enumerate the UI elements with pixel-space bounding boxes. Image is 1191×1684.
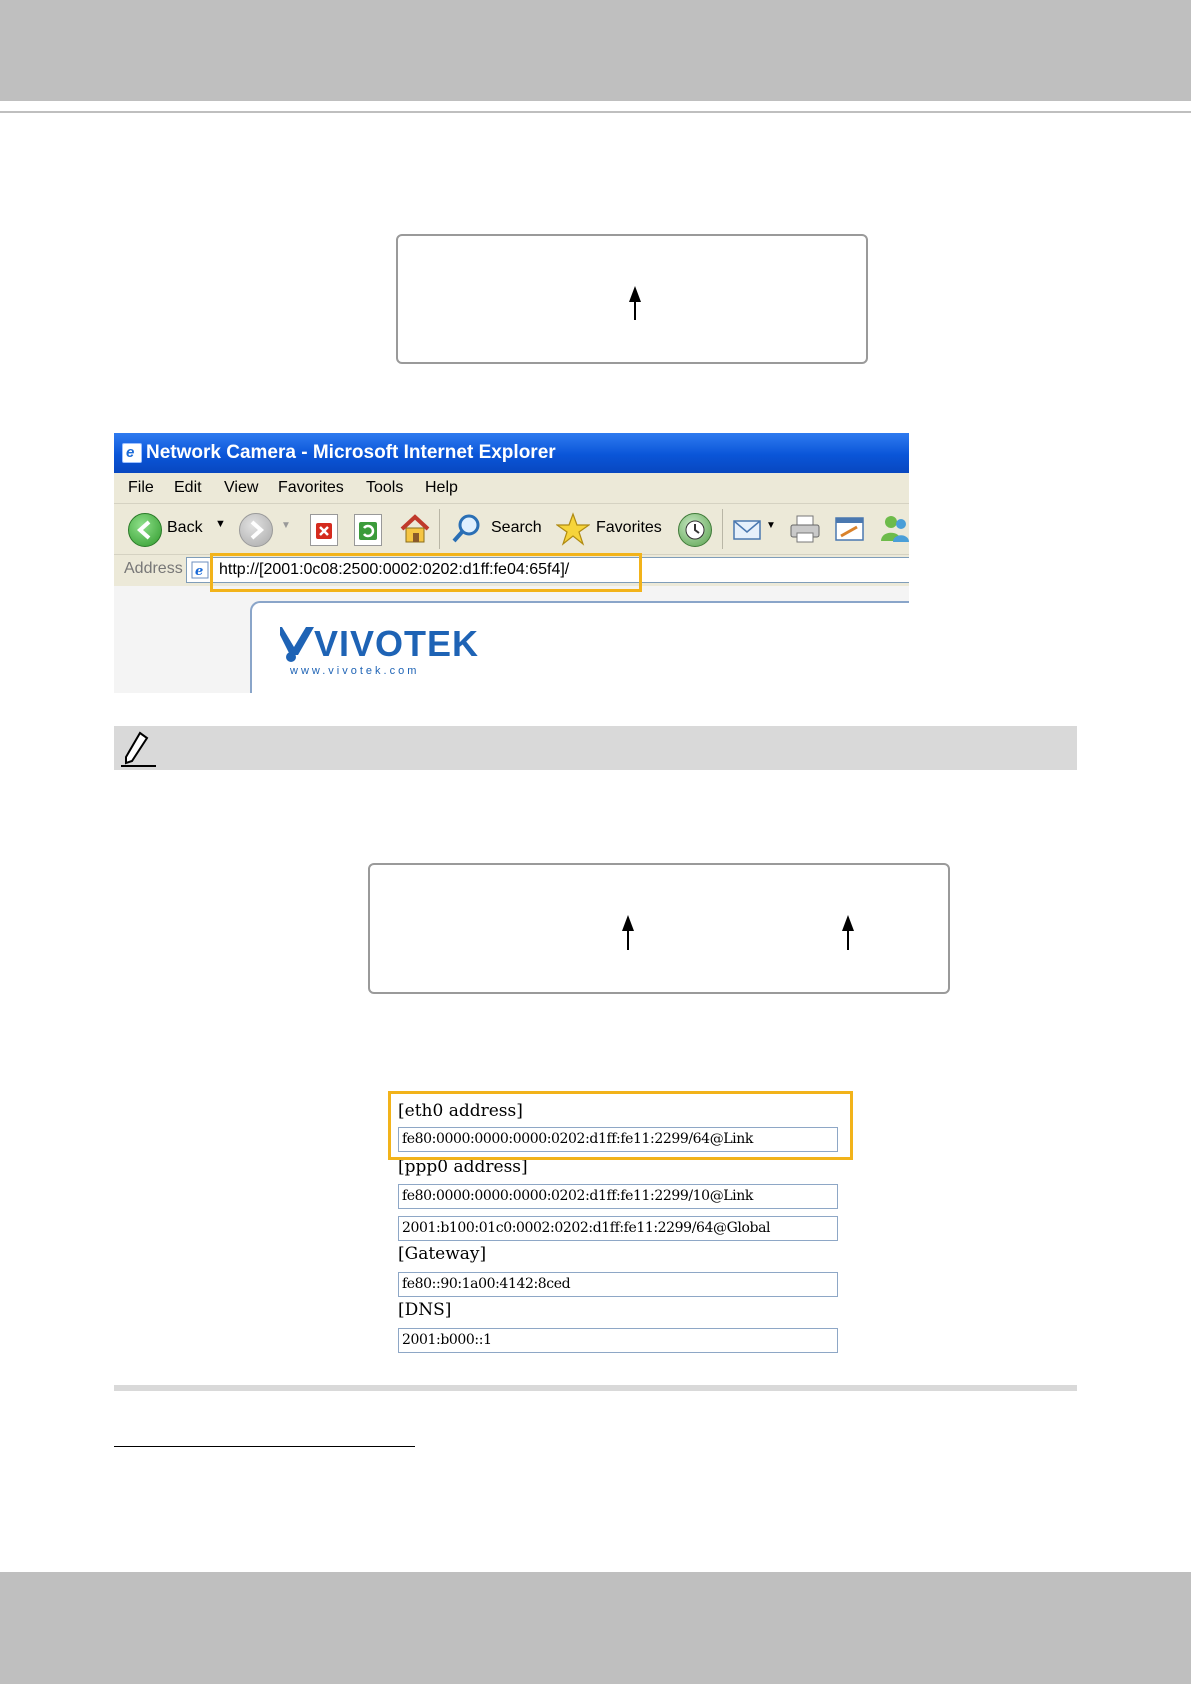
url-format-callout [396, 234, 868, 364]
dns-field: 2001:b000::1 [398, 1328, 838, 1353]
address-label: Address [124, 560, 183, 577]
svg-text:e: e [195, 564, 204, 579]
back-dropdown-icon[interactable]: ▼ [215, 518, 226, 530]
print-icon[interactable] [788, 514, 822, 544]
favorites-star-icon[interactable] [556, 512, 590, 546]
note-bar [114, 726, 1077, 770]
edit-icon[interactable] [833, 514, 867, 544]
refresh-icon[interactable] [354, 514, 382, 546]
mail-dropdown-icon[interactable]: ▼ [766, 520, 776, 531]
menu-file[interactable]: File [128, 479, 154, 496]
url-highlight [210, 553, 642, 592]
browser-titlebar [114, 433, 909, 473]
browser-toolbar [114, 504, 909, 554]
browser-content [114, 586, 909, 693]
page-frame [250, 601, 909, 693]
toolbar-separator [439, 509, 440, 549]
forward-arrow-icon[interactable] [239, 513, 273, 547]
footnote-rule [114, 1446, 415, 1447]
messenger-icon[interactable] [879, 513, 909, 545]
header-rule [0, 111, 1191, 113]
back-button[interactable]: Back [167, 519, 203, 536]
mail-icon[interactable] [732, 514, 764, 544]
stop-icon[interactable] [310, 514, 338, 546]
home-icon[interactable] [398, 512, 432, 546]
section-label-ppp0: [ppp0 address] [398, 1157, 528, 1177]
menu-favorites[interactable]: Favorites [278, 479, 344, 496]
favorites-button[interactable]: Favorites [596, 519, 662, 536]
address-url: http://[2001:0c08:2500:0002:0202:d1ff:fe04:65f4]/ [219, 561, 570, 578]
arrow-up-icon [629, 286, 641, 320]
menu-edit[interactable]: Edit [174, 479, 202, 496]
search-icon[interactable] [450, 513, 482, 545]
browser-menubar [114, 473, 909, 504]
menu-help[interactable]: Help [425, 479, 458, 496]
logo-wordmark: VIVOTEK [314, 623, 480, 664]
gateway-field: fe80::90:1a00:4142:8ced [398, 1272, 838, 1297]
arrow-up-icon [842, 915, 854, 950]
logo-url: www.vivotek.com [290, 665, 420, 677]
ie-page-icon: e [122, 443, 142, 463]
menu-view[interactable]: View [224, 479, 259, 496]
back-arrow-icon[interactable] [128, 513, 162, 547]
search-button[interactable]: Search [491, 519, 542, 536]
ppp0-global-address-field: 2001:b100:01c0:0002:0202:d1ff:fe11:2299/64@Global [398, 1216, 838, 1241]
pencil-icon [118, 728, 158, 768]
section-label-eth0: [eth0 address] [398, 1101, 523, 1121]
section-label-dns: [DNS] [398, 1300, 452, 1320]
ie-page-icon [191, 560, 211, 580]
arrow-up-icon [622, 915, 634, 950]
menu-tools[interactable]: Tools [366, 479, 404, 496]
browser-title: Network Camera - Microsoft Internet Explorer [146, 442, 556, 463]
section-label-gateway: [Gateway] [398, 1244, 487, 1264]
page-header-band [0, 0, 1191, 101]
section-separator [114, 1385, 1077, 1391]
eth0-address-field: fe80:0000:0000:0000:0202:d1ff:fe11:2299/64@Link [398, 1127, 838, 1152]
toolbar-separator-2 [722, 509, 723, 549]
page-footer-band [0, 1572, 1191, 1684]
eth0-highlight [388, 1091, 853, 1160]
ppp0-link-address-field: fe80:0000:0000:0000:0202:d1ff:fe11:2299/10@Link [398, 1184, 838, 1209]
history-icon[interactable] [678, 513, 712, 547]
link-local-callout [368, 863, 950, 994]
forward-dropdown-icon[interactable]: ▼ [281, 520, 291, 531]
